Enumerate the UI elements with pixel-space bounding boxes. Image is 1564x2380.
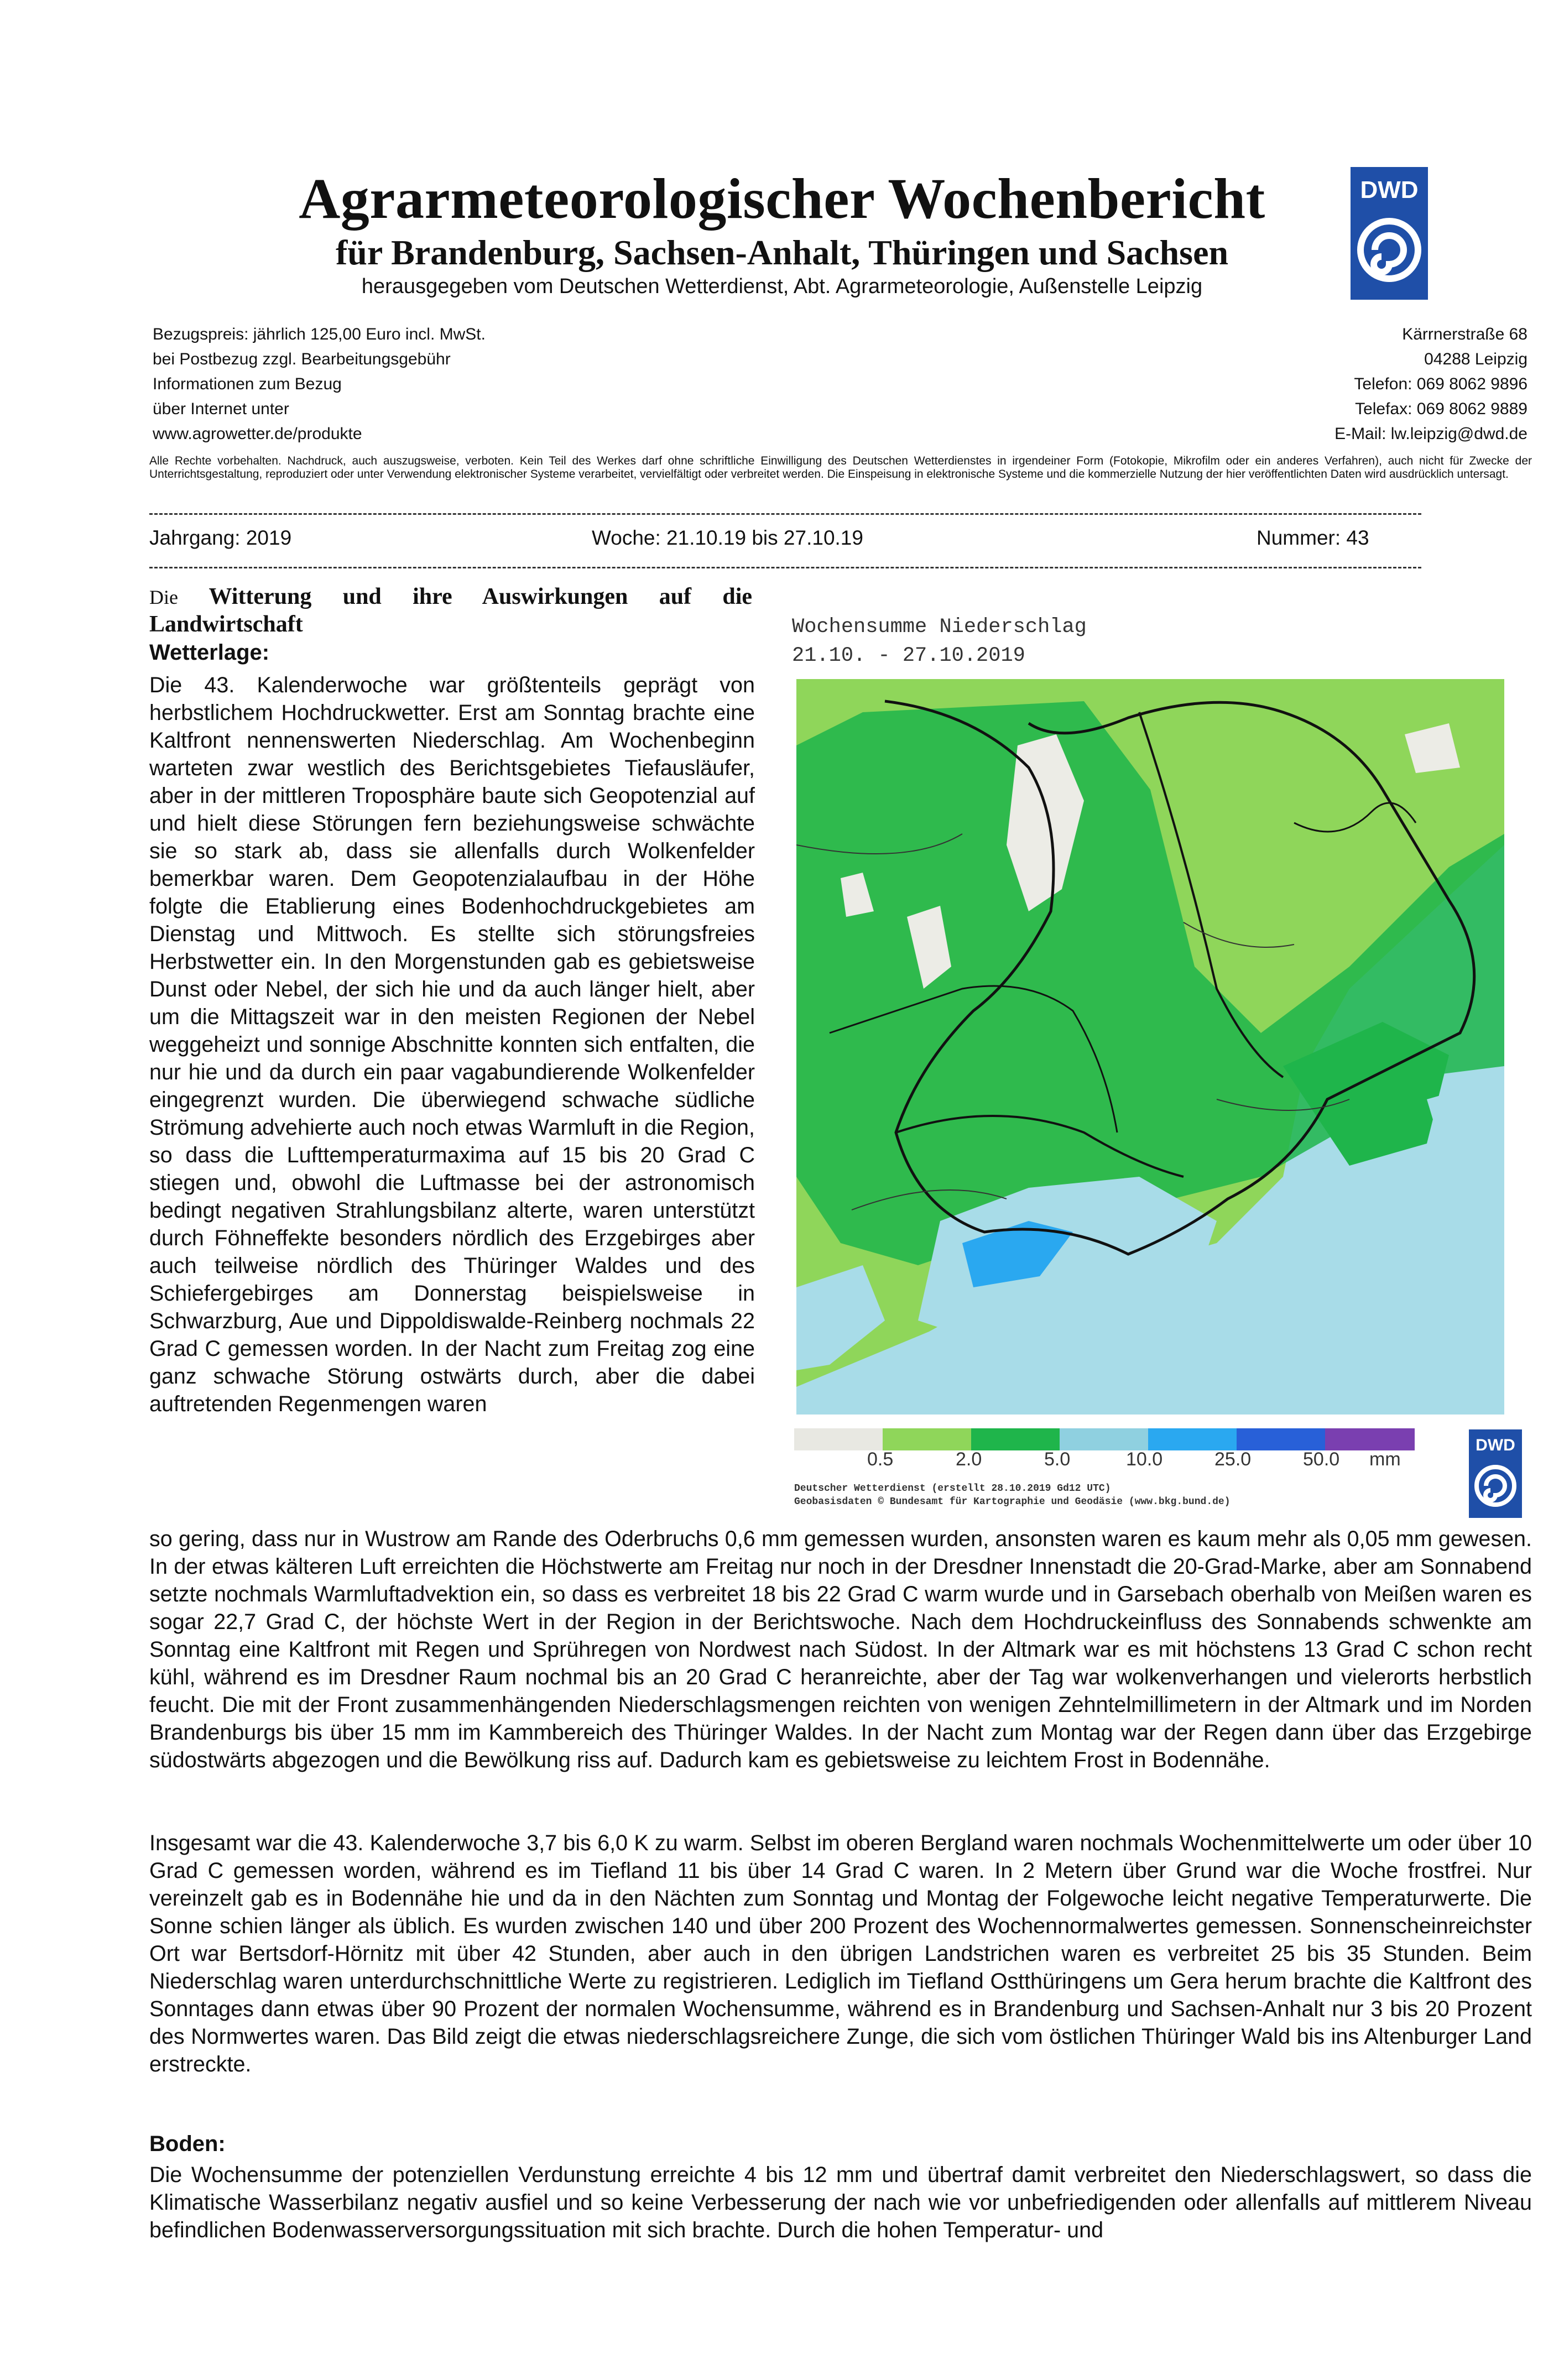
report-title: Agrarmeteorologischer Wochenbericht: [299, 167, 1265, 231]
rights-notice: Alle Rechte vorbehalten. Nachdruck, auch auszugsweise, verboten. Kein Teil des Werkes darf ohne schriftliche Einwilligung des Deutschen Wetterdienstes in irgendeiner Form (Fotokopie, Mikrofilm oder ein anderes Verfahren), auch nicht für Zwecke der Unterrichtsgestaltung, reproduziert oder unter Verwendung elektronischer Systeme verarbeitet, vervielfältigt oder verbreitet werden. Die Einspeisung in elektronische Systeme und die kommerzielle Nutzung der hier veröffentlichten Daten wird ausdrücklich untersagt.: [149, 455, 1532, 481]
legend-tick: 50.0: [1303, 1449, 1340, 1470]
legend-tick: 25.0: [1214, 1449, 1252, 1470]
map-credit-line2: Geobasisdaten © Bundesamt für Kartographie und Geodäsie (www.bkg.bund.de): [794, 1496, 1231, 1507]
legend-swatch-0: [794, 1428, 883, 1450]
map-title: [792, 613, 1087, 670]
legend-swatch-1: [883, 1428, 971, 1450]
section-title-word: die: [722, 584, 753, 609]
paragraph-4: Die Wochensumme der potenziellen Verdunstung erreichte 4 bis 12 mm und übertraf damit verbreitet den Niederschlagswert, so dass die Klimatische Wasserbilanz negativ ausfiel und so keine Verbesserung der nach wie vor unbefriedigenden oder allenfalls auf mittlerem Niveau befindlichen Bodenwasserversorgungssituation mit sich brachte. Durch die hohen Temperatur- und: [149, 2163, 1532, 2242]
info-right-0: Kärrnerstraße 68: [1402, 325, 1527, 343]
section-title-word: Witterung: [208, 584, 312, 609]
legend-swatch-5: [1237, 1428, 1325, 1450]
section-title-word: Die: [149, 586, 178, 608]
precipitation-map: [796, 679, 1504, 1415]
info-right-1: 04288 Leipzig: [1424, 350, 1527, 368]
section-title-word: Auswirkungen: [482, 584, 628, 609]
map-credit-line1: Deutscher Wetterdienst (erstellt 28.10.2019 Gd12 UTC): [794, 1483, 1111, 1494]
legend-swatch-3: [1060, 1428, 1148, 1450]
divider-top: [149, 513, 1421, 515]
info-left-4[interactable]: www.agrowetter.de/produkte: [153, 425, 362, 443]
woche: Woche: 21.10.19 bis 27.10.19: [592, 526, 863, 549]
wetterlage-heading: Wetterlage:: [149, 640, 270, 665]
jahrgang: Jahrgang: 2019: [149, 526, 292, 549]
publisher-line: herausgegeben vom Deutschen Wetterdienst, Abt. Agrarmeteorologie, Außenstelle Leipzig: [361, 275, 1203, 298]
legend-tick: 10.0: [1126, 1449, 1163, 1470]
legend-unit: mm: [1369, 1449, 1401, 1470]
legend-swatch-6: [1325, 1428, 1415, 1450]
legend-tick: 2.0: [956, 1449, 982, 1470]
legend-swatch-4: [1148, 1428, 1237, 1450]
divider-bottom: [149, 567, 1421, 568]
section-title-word: und: [342, 584, 382, 609]
section-title-word: auf: [659, 584, 692, 609]
dwd-logo-small: [1469, 1429, 1522, 1518]
section-title: [149, 582, 752, 612]
section-title-line2: Landwirtschaft: [149, 612, 303, 637]
info-left-1: bei Postbezug zzgl. Bearbeitungsgebühr: [153, 350, 451, 368]
paragraph-1: Die 43. Kalenderwoche war größtenteils geprägt von herbstlichem Hochdruckwetter. Erst am Sonntag brachte eine Kaltfront nennenswerten Niederschlag. Am Wochenbeginn warteten zwar westlich des Berichtsgebietes Tiefausläufer, aber in der mittleren Troposphäre baute sich Geopotenzial auf und hielt diese Störungen fern beziehungsweise schwächte sie so stark ab, dass sie allenfalls durch Wolkenfelder bemerkbar waren. Dem Geopotenzialaufbau in der Höhe folgte die Etablierung eines Bodenhochdruckgebietes am Dienstag und Mittwoch. Es stellte sich störungsfreies Herbstwetter ein. In den Morgenstunden gab es gebietsweise Dunst oder Nebel, der sich hie und da auch länger hielt, aber um die Mittagszeit war in den meisten Regionen der Nebel weggeheizt und sonnige Abschnitte konnten sich entfalten, die nur hie und da durch ein paar vagabundierende Wolkenfelder eingegrenzt wurden. Die überwiegend schwache südliche Strömung advehierte auch noch etwas Warmluft in die Region, so dass die Lufttemperaturmaxima auf 15 bis 20 Grad C stiegen und, obwohl die Luftmasse bei der astronomisch bedingt negativen Strahlungsbilanz alterte, waren unterstützt durch Föhneffekte besonders nördlich des Erzgebirges aber auch teilweise nördlich des Thüringer Waldes und des Schiefergebirges am Donnerstag beispielsweise in Schwarzburg, Aue und Dippoldiswalde-Reinberg nochmals 22 Grad C gemessen worden. In der Nacht zum Freitag zog eine ganz schwache Störung ostwärts durch, aber die dabei auftretenden Regenmengen waren: [149, 673, 755, 1416]
legend-ticks: [794, 1449, 1513, 1480]
map-legend: [794, 1428, 1415, 1450]
info-right-4[interactable]: E-Mail: lw.leipzig@dwd.de: [1334, 425, 1527, 443]
info-right-3: Telefax: 069 8062 9889: [1355, 400, 1527, 418]
map-title-line2: 21.10. - 27.10.2019: [792, 644, 1025, 667]
dwd-logo-text: DWD: [1360, 176, 1419, 203]
info-left-3: über Internet unter: [153, 400, 289, 418]
info-left-2: Informationen zum Bezug: [153, 375, 342, 393]
boden-heading: Boden:: [149, 2132, 226, 2156]
dwd-logo-small-text: DWD: [1476, 1436, 1515, 1454]
map-title-line1: Wochensumme Niederschlag: [792, 615, 1087, 639]
legend-tick: 0.5: [867, 1449, 894, 1470]
report-subtitle: für Brandenburg, Sachsen-Anhalt, Thüringen und Sachsen: [335, 233, 1229, 272]
dwd-logo: [1351, 167, 1428, 300]
map-credit: [794, 1482, 1231, 1509]
paragraph-2: so gering, dass nur in Wustrow am Rande des Oderbruchs 0,6 mm gemessen wurden, ansonsten waren es kaum mehr als 0,05 mm gewesen. In der etwas kälteren Luft erreichten die Höchstwerte am Freitag nur noch in der Dresdner Innenstadt die 20-Grad-Marke, aber am Sonnabend setzte nochmals Warmluftadvektion ein, so dass es verbreitet 18 bis 22 Grad C warm wurde und in Garsebach oberhalb von Meißen waren es sogar 22,7 Grad C, der höchste Wert in der Region in der Berichtswoche. Nach dem Hochdruckeinfluss des Sonnabends schwenkte am Sonntag eine Kaltfront mit Regen und Sprühregen von Nordwest nach Südost. In der Altmark war es mit höchstens 13 Grad C schon recht kühl, während es im Dresdner Raum nochmal bis an 20 Grad C heranreichte, aber der Tag war wolkenverhangen und vielerorts herbstlich feucht. Die mit der Front zusammenhängenden Niederschlagsmengen reichten von wenigen Zehntelmillimetern in der Altmark und im Norden Brandenburgs bis über 15 mm im Kammbereich des Thüringer Waldes. In der Nacht zum Montag war der Regen dann über das Erzgebirge südostwärts abgezogen und die Bewölkung riss auf. Dadurch kam es gebietsweise zu leichtem Frost in Bodennähe.: [149, 1527, 1532, 1772]
legend-tick: 5.0: [1044, 1449, 1071, 1470]
nummer: Nummer: 43: [1257, 526, 1369, 549]
paragraph-3: Insgesamt war die 43. Kalenderwoche 3,7 bis 6,0 K zu warm. Selbst im oberen Bergland waren nochmals Wochenmittelwerte um oder über 10 Grad C gemessen worden, während es im Tiefland 11 bis über 14 Grad C waren. In 2 Metern über Grund war die Woche frostfrei. Nur vereinzelt gab es in Bodennähe hie und da in den Nächten zum Sonntag und Montag der Folgewoche leicht negative Temperaturwerte. Die Sonne schien länger als üblich. Es wurden zwischen 140 und über 200 Prozent des Wochennormalwertes gemessen. Sonnenscheinreichster Ort war Bertsdorf-Hörnitz mit über 42 Stunden, aber auch in den übrigen Landstrichen waren es verbreitet 25 bis 35 Stunden. Beim Niederschlag waren unterdurchschnittliche Werte zu registrieren. Lediglich im Tiefland Ostthüringens um Gera herum brachte die Kaltfront des Sonntages dann etwas über 90 Prozent der normalen Wochensumme, während es in Brandenburg und Sachsen-Anhalt nur 3 bis 20 Prozent des Normwertes waren. Das Bild zeigt die etwas niederschlagsreichere Zunge, die sich vom östlichen Thüringer Wald bis ins Altenburger Land erstreckte.: [149, 1831, 1532, 2076]
info-right-2: Telefon: 069 8062 9896: [1354, 375, 1527, 393]
section-title-word: ihre: [413, 584, 452, 609]
info-left-0: Bezugspreis: jährlich 125,00 Euro incl. MwSt.: [153, 325, 486, 343]
legend-swatch-2: [971, 1428, 1060, 1450]
